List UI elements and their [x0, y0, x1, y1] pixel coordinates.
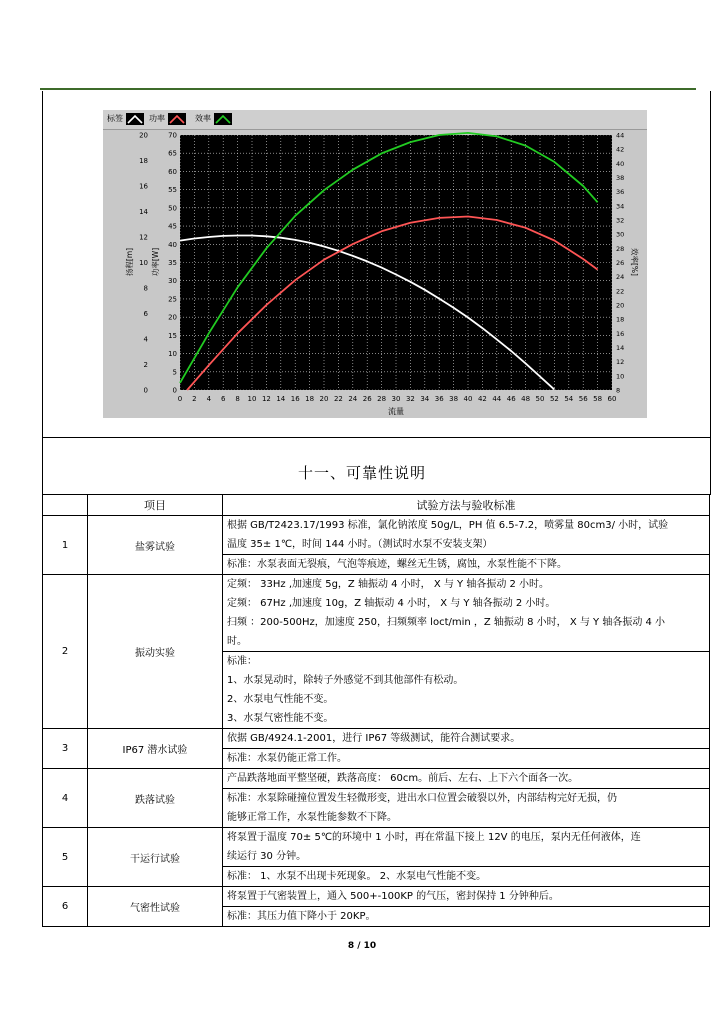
eff-tick-label: 14 — [616, 344, 625, 352]
test-method — [223, 516, 710, 555]
power-tick-label: 45 — [168, 222, 177, 231]
criteria-line: 3、水泵气密性能不变。 — [227, 713, 334, 724]
flow-tick-label: 4 — [143, 335, 148, 344]
test-method — [223, 828, 710, 867]
row-number: 2 — [43, 575, 88, 729]
test-item: 振动实验 — [88, 575, 223, 729]
x-tick-label: 4 — [206, 395, 212, 403]
x-tick-label: 54 — [564, 395, 574, 403]
legend-eff-text: 效率 — [195, 114, 211, 123]
row-number: 3 — [43, 729, 88, 769]
method-line: 将泵置于气密装置上，通入 500+-100KP 的气压，密封保持 1 分钟种后。 — [227, 891, 559, 902]
x-tick-label: 38 — [449, 395, 459, 403]
criteria-line: 标准：水泵仍能正常工作。 — [227, 753, 347, 764]
flow-tick-label: 10 — [139, 259, 148, 267]
x-tick-label: 58 — [593, 395, 603, 403]
method-line: 将泵置于温度 70± 5℃的环境中 1 小时，再在常温下接上 12V 的电压，泵内无任何液体，连 — [227, 832, 641, 843]
method-line: 根据 GB/T2423.17/1993 标准，氯化钠浓度 50g/L，PH 值 6.5-7.2，喷雾量 80cm3/ 小时，试验 — [227, 520, 669, 531]
legend-swatch — [168, 113, 186, 125]
header-no — [43, 495, 88, 516]
method-line: 定频： 67Hz ,加速度 10g，Z 轴振动 4 小时， X 与 Y 轴各振动 2 小时。 — [227, 598, 556, 609]
method-line: 温度 35± 1℃，时间 144 小时。（测试时水泵不安装支架） — [227, 539, 493, 550]
eff-tick-label: 24 — [616, 273, 625, 282]
power-tick-label: 0 — [172, 386, 177, 395]
legend-label-text: 标签 — [107, 114, 123, 123]
acceptance-criteria — [223, 652, 710, 729]
acceptance-criteria — [223, 749, 710, 769]
section-title: 十一、可靠性说明 — [297, 464, 426, 482]
eff-tick-label: 12 — [616, 358, 625, 367]
method-line: 扫频 ：200-500Hz，加速度 250，扫频频率 loct/min ，Z 轴振动 8 小时， X 与 Y 轴各振动 4 小 — [227, 617, 666, 628]
x-tick-label: 52 — [549, 395, 559, 403]
reliability-table — [42, 494, 710, 927]
test-item: 跌落试验 — [88, 769, 223, 828]
x-tick-label: 0 — [177, 395, 183, 403]
flow-tick-label: 20 — [139, 131, 148, 140]
table-row — [43, 575, 710, 652]
acceptance-criteria — [223, 907, 710, 927]
flow-tick-label: 12 — [139, 233, 148, 242]
eff-tick-label: 32 — [616, 216, 625, 225]
x-tick-label: 12 — [261, 395, 271, 403]
header-item: 项目 — [88, 495, 223, 516]
eff-axis-label: 效率[%] — [630, 248, 639, 276]
criteria-line: 能够正常工作，水泵性能参数不下降。 — [227, 812, 397, 823]
x-tick-label: 18 — [305, 395, 315, 403]
x-tick-label: 22 — [333, 395, 343, 403]
criteria-line: 标准：其压力值下降小于 20KP。 — [227, 911, 376, 922]
table-row — [43, 828, 710, 867]
eff-tick-label: 18 — [616, 315, 625, 324]
acceptance-criteria — [223, 867, 710, 887]
test-method — [223, 729, 710, 749]
flow-tick-label: 8 — [143, 284, 148, 293]
eff-tick-label: 8 — [616, 386, 621, 395]
power-tick-label: 50 — [168, 204, 177, 213]
flow-tick-label: 16 — [139, 182, 148, 191]
flow-tick-label: 14 — [139, 208, 148, 216]
test-item: 气密性试验 — [88, 887, 223, 927]
header-standard: 试验方法与验收标准 — [223, 495, 710, 516]
eff-tick-label: 22 — [616, 287, 625, 296]
power-tick-label: 5 — [172, 368, 177, 377]
legend-item-label — [107, 113, 144, 125]
x-tick-label: 24 — [348, 395, 358, 403]
power-tick-label: 35 — [168, 259, 177, 267]
power-tick-label: 30 — [168, 277, 177, 286]
x-tick-label: 20 — [319, 395, 329, 403]
x-tick-label: 34 — [420, 395, 430, 403]
chart-panel — [103, 110, 647, 418]
test-item: 干运行试验 — [88, 828, 223, 887]
method-line: 续运行 30 分钟。 — [227, 851, 307, 862]
flow-tick-label: 6 — [143, 310, 148, 318]
eff-tick-label: 42 — [616, 145, 625, 154]
x-tick-label: 10 — [247, 395, 257, 403]
acceptance-criteria — [223, 555, 710, 575]
table-row — [43, 887, 710, 907]
criteria-line: 1、水泵晃动时，除转子外感觉不到其他部件有松动。 — [227, 675, 464, 686]
x-tick-label: 2 — [192, 395, 197, 403]
x-tick-label: 48 — [521, 395, 531, 403]
flow-tick-label: 0 — [143, 386, 148, 395]
eff-tick-label: 44 — [616, 131, 625, 140]
test-item: 盐雾试验 — [88, 516, 223, 575]
power-tick-label: 25 — [168, 295, 177, 304]
legend-swatch — [126, 113, 144, 125]
table-body — [43, 516, 710, 927]
legend-swatch — [214, 113, 232, 125]
power-tick-label: 70 — [168, 131, 177, 140]
test-method — [223, 769, 710, 789]
x-tick-label: 44 — [492, 395, 502, 403]
power-tick-label: 15 — [168, 331, 177, 340]
eff-tick-label: 28 — [616, 244, 625, 253]
table-row — [43, 729, 710, 749]
method-line: 依据 GB/4924.1-2001，进行 IP67 等级测试，能符合测试要求。 — [227, 733, 521, 744]
flow-tick-label: 18 — [139, 157, 148, 165]
x-tick-label: 26 — [362, 395, 372, 403]
x-tick-label: 32 — [405, 395, 415, 403]
x-tick-label: 16 — [290, 395, 300, 403]
eff-tick-label: 30 — [616, 230, 625, 239]
eff-tick-label: 20 — [616, 301, 625, 310]
test-method — [223, 575, 710, 652]
table-header-row — [43, 495, 710, 516]
eff-tick-label: 40 — [616, 159, 625, 168]
acceptance-criteria — [223, 789, 710, 828]
test-method — [223, 887, 710, 907]
eff-tick-label: 38 — [616, 174, 625, 182]
x-tick-label: 50 — [535, 395, 545, 403]
x-axis-label: 流量 — [388, 407, 404, 416]
x-tick-label: 14 — [276, 395, 286, 403]
method-line: 时。 — [227, 636, 247, 647]
criteria-line: 标准： — [227, 656, 257, 667]
table-row — [43, 769, 710, 789]
x-tick-label: 46 — [506, 395, 516, 403]
legend-item-power — [149, 113, 186, 125]
legend-power-text: 功率 — [149, 114, 165, 123]
power-tick-label: 10 — [168, 350, 177, 359]
test-item: IP67 潜水试验 — [88, 729, 223, 769]
method-line: 产品跌落地面平整坚硬，跌落高度： 60cm。前后、左右、上下六个面各一次。 — [227, 773, 579, 784]
x-tick-label: 30 — [391, 395, 401, 403]
x-tick-label: 42 — [477, 395, 487, 403]
eff-tick-label: 16 — [616, 329, 625, 338]
x-tick-label: 28 — [377, 395, 387, 403]
method-line: 定频： 33Hz ,加速度 5g，Z 轴振动 4 小时， X 与 Y 轴各振动 2 小时。 — [227, 579, 550, 590]
power-tick-label: 60 — [168, 167, 177, 176]
eff-tick-label: 10 — [616, 372, 625, 381]
power-tick-label: 40 — [168, 240, 177, 249]
flow-tick-label: 2 — [143, 361, 148, 369]
power-axis-label: 功率[W] — [151, 247, 160, 277]
power-tick-label: 55 — [168, 186, 177, 195]
eff-tick-label: 26 — [616, 259, 625, 267]
flow-axis-label: 扬程[m] — [125, 247, 134, 277]
legend-item-efficiency — [195, 113, 232, 125]
x-tick-label: 60 — [607, 395, 617, 403]
x-tick-label: 6 — [220, 395, 226, 403]
header-rule — [40, 88, 696, 90]
criteria-line: 标准：水泵表面无裂痕，气泡等痕迹，螺丝无生锈，腐蚀，水泵性能不下降。 — [227, 559, 567, 570]
row-number: 1 — [43, 516, 88, 575]
eff-tick-label: 34 — [616, 202, 625, 211]
row-number: 6 — [43, 887, 88, 927]
x-tick-label: 36 — [434, 395, 444, 403]
row-number: 5 — [43, 828, 88, 887]
table-row — [43, 516, 710, 555]
chart-legend — [103, 110, 647, 130]
row-number: 4 — [43, 769, 88, 828]
criteria-line: 2、水泵电气性能不变。 — [227, 694, 334, 705]
power-tick-label: 20 — [168, 313, 177, 322]
power-tick-label: 65 — [168, 149, 177, 158]
x-tick-label: 56 — [578, 395, 588, 403]
page-number: 8 / 10 — [347, 941, 377, 951]
criteria-line: 标准：水泵除碰撞位置发生轻微形变，进出水口位置会破裂以外，内部结构完好无损，仍 — [227, 793, 617, 804]
x-tick-label: 8 — [235, 395, 240, 403]
criteria-line: 标准： 1、水泵不出现卡死现象。 2、水泵电气性能不变。 — [227, 871, 487, 882]
x-tick-label: 40 — [463, 395, 473, 403]
eff-tick-label: 36 — [616, 188, 625, 197]
